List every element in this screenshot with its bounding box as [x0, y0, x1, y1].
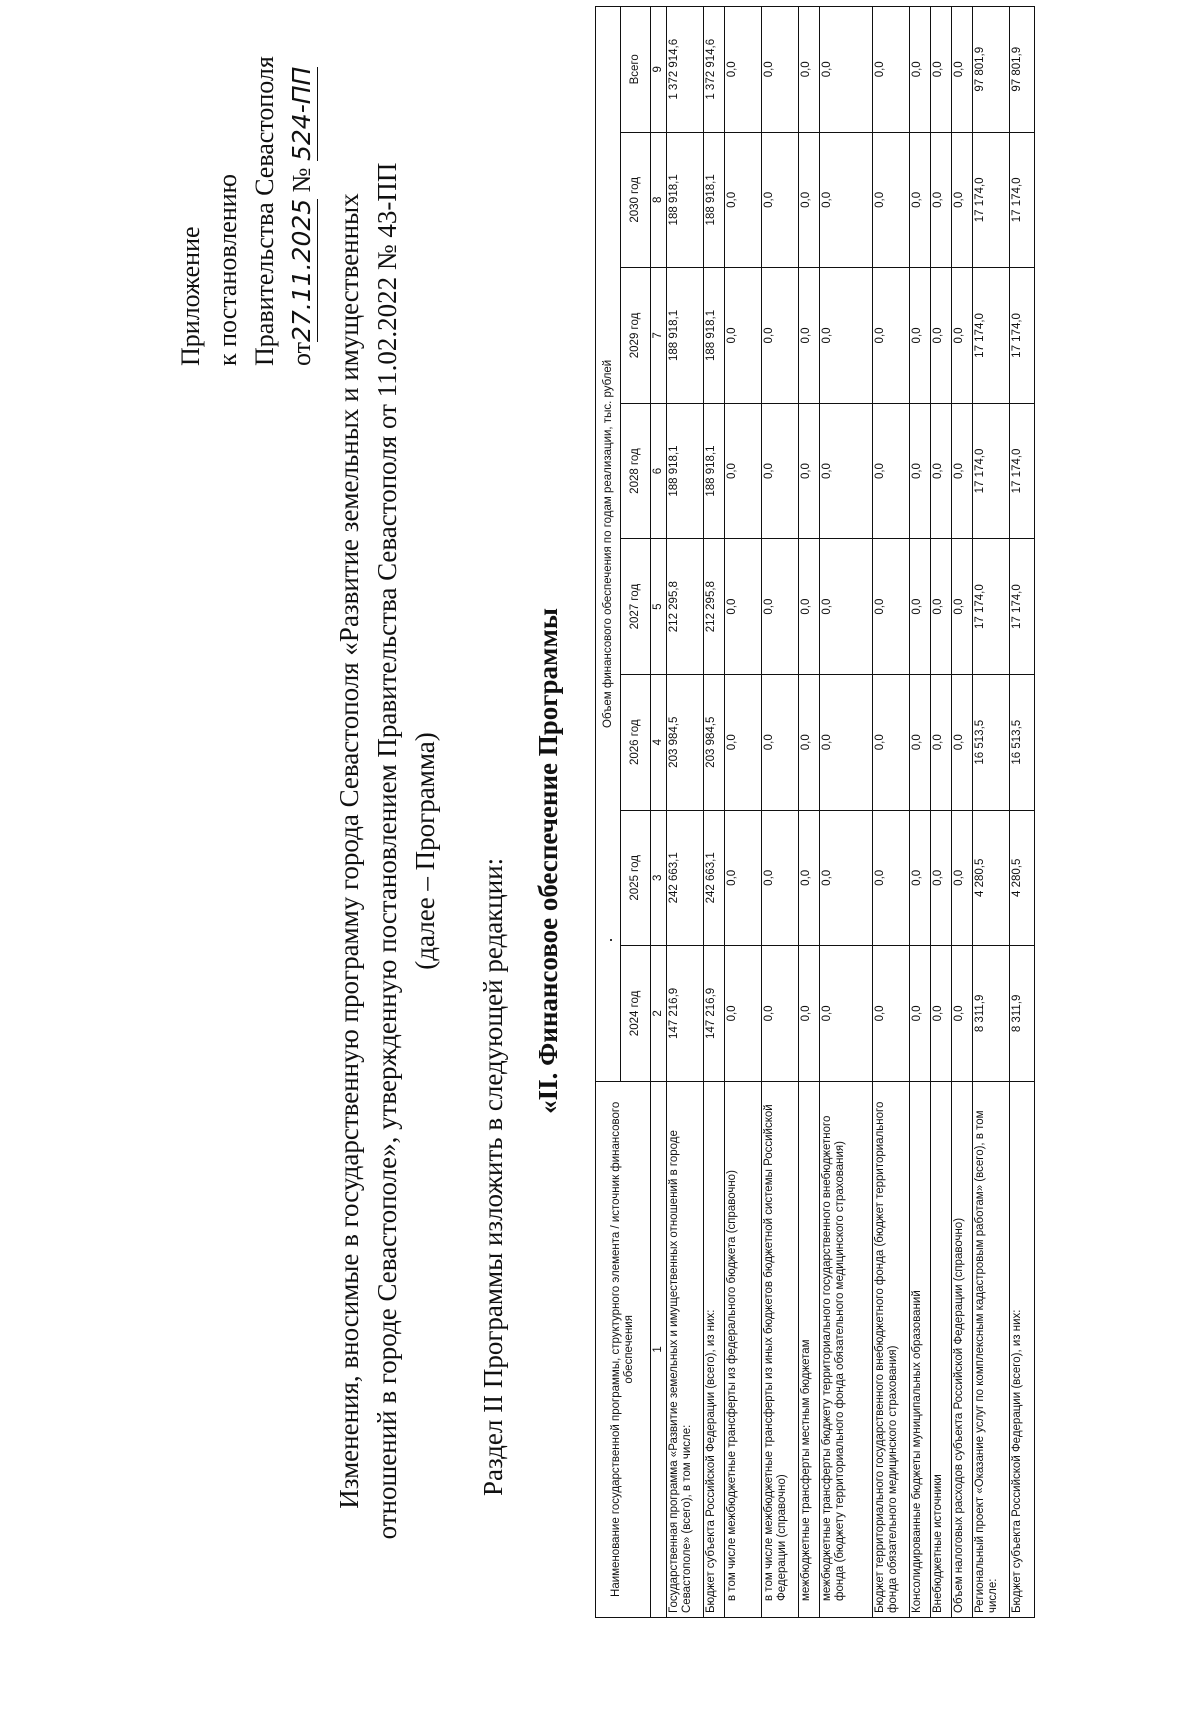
row-value: 0,0: [725, 268, 762, 404]
column-index: 6: [651, 403, 667, 539]
row-value: 242 663,1: [667, 810, 704, 946]
row-value: 0,0: [725, 810, 762, 946]
row-value: 0,0: [820, 268, 873, 404]
row-value: 0,0: [820, 132, 873, 268]
row-value: 1 372 914,6: [704, 7, 725, 133]
row-value: 17 174,0: [1010, 132, 1035, 268]
table-row: [704, 7, 725, 1618]
table-row: [1010, 7, 1035, 1618]
row-value: 0,0: [910, 268, 931, 404]
row-value: 0,0: [931, 132, 952, 268]
column-index: 8: [651, 132, 667, 268]
row-value: 0,0: [910, 674, 931, 810]
row-name: Бюджет субъекта Российской Федерации (всего), из них:: [1010, 1081, 1035, 1617]
row-value: 0,0: [799, 132, 820, 268]
row-value: 16 513,5: [973, 674, 1010, 810]
row-name: Бюджет субъекта Российской Федерации (всего), из них:: [704, 1081, 725, 1617]
appendix-date-line: [283, 26, 320, 366]
row-value: 17 174,0: [1010, 539, 1035, 675]
document-title: [330, 141, 444, 1561]
year-header: 2029 год: [621, 268, 651, 404]
row-value: 0,0: [799, 674, 820, 810]
column-index: 3: [651, 810, 667, 946]
row-value: 0,0: [910, 946, 931, 1082]
row-value: 0,0: [952, 674, 973, 810]
title-line: отношений в городе Севастополе», утвержденную постановлением Правительства Севастополя от 11.02.2022 № 43-ПП: [372, 162, 402, 1540]
row-value: 0,0: [910, 403, 931, 539]
year-header: 2026 год: [621, 674, 651, 810]
table-row: [873, 7, 910, 1618]
table-row: [931, 7, 952, 1618]
row-value: 0,0: [799, 268, 820, 404]
table-row: [725, 7, 762, 1618]
row-value: 0,0: [873, 946, 910, 1082]
row-value: 0,0: [725, 403, 762, 539]
section-heading: «II. Финансовое обеспечение Программы: [533, 608, 563, 1114]
row-value: 0,0: [799, 539, 820, 675]
row-value: 0,0: [762, 810, 799, 946]
row-value: 0,0: [910, 539, 931, 675]
appendix-line: Приложение: [176, 226, 205, 366]
row-value: 8 311,9: [1010, 946, 1035, 1082]
row-value: 212 295,8: [667, 539, 704, 675]
row-value: 188 918,1: [667, 403, 704, 539]
row-value: 97 801,9: [973, 7, 1010, 133]
appendix-line: Правительства Севастополя: [250, 56, 279, 366]
row-value: 0,0: [799, 7, 820, 133]
row-value: 17 174,0: [973, 132, 1010, 268]
row-value: 0,0: [820, 403, 873, 539]
row-value: 0,0: [820, 539, 873, 675]
row-value: 0,0: [873, 403, 910, 539]
table-row: [820, 7, 873, 1618]
lead-text: Раздел II Программы изложить в следующей редакции:: [478, 857, 508, 1496]
row-value: 0,0: [762, 403, 799, 539]
index-row: [651, 7, 667, 1618]
row-value: 203 984,5: [704, 674, 725, 810]
row-value: 0,0: [931, 946, 952, 1082]
appendix-line: к постановлению: [213, 173, 242, 366]
row-name: межбюджетные трансферты бюджету территориального государственного внебюджетного фонда (бюджету территориального фонда обязательного медицинского страхования): [820, 1081, 873, 1617]
row-value: 0,0: [762, 268, 799, 404]
row-value: 147 216,9: [667, 946, 704, 1082]
row-value: 0,0: [931, 268, 952, 404]
row-value: 0,0: [873, 132, 910, 268]
row-value: 17 174,0: [973, 403, 1010, 539]
row-value: 0,0: [910, 810, 931, 946]
row-value: 97 801,9: [1010, 7, 1035, 133]
row-value: 0,0: [725, 7, 762, 133]
column-index: 7: [651, 268, 667, 404]
row-value: 0,0: [799, 946, 820, 1082]
row-value: 188 918,1: [667, 132, 704, 268]
row-value: 0,0: [799, 403, 820, 539]
row-value: 0,0: [820, 7, 873, 133]
table-row: [667, 7, 704, 1618]
row-name: Объем налоговых расходов субъекта Российской Федерации (справочно): [952, 1081, 973, 1617]
row-value: 188 918,1: [704, 403, 725, 539]
appendix-date-prefix: от: [287, 341, 316, 366]
row-value: 8 311,9: [973, 946, 1010, 1082]
row-value: 0,0: [952, 7, 973, 133]
row-value: 188 918,1: [704, 132, 725, 268]
row-value: 0,0: [762, 7, 799, 133]
row-name: Бюджет территориального государственного внебюджетного фонда (бюджет территориального фонда обязательного медицинского страхования): [873, 1081, 910, 1617]
row-name: Государственная программа «Развитие земельных и имущественных отношений в городе Севастополе» (всего), в том числе:: [667, 1081, 704, 1617]
row-value: 0,0: [910, 7, 931, 133]
table-body: [667, 7, 1035, 1618]
table-row: [799, 7, 820, 1618]
row-value: 0,0: [952, 539, 973, 675]
year-header: 2024 год: [621, 946, 651, 1082]
row-value: 0,0: [725, 674, 762, 810]
appendix-number: 524-ПП: [287, 66, 316, 162]
row-value: 16 513,5: [1010, 674, 1035, 810]
row-name: Региональный проект «Оказание услуг по комплексным кадастровым работам» (всего), в том числе:: [973, 1081, 1010, 1617]
row-value: 0,0: [820, 674, 873, 810]
column-index: 5: [651, 539, 667, 675]
header-row-group: [596, 7, 621, 1618]
column-index: 4: [651, 674, 667, 810]
row-name: межбюджетные трансферты местным бюджетам: [799, 1081, 820, 1617]
row-value: 0,0: [931, 674, 952, 810]
group-header: Объем финансового обеспечения по годам реализации, тыс. рублей: [596, 7, 621, 1082]
row-value: 0,0: [873, 268, 910, 404]
row-value: 0,0: [952, 268, 973, 404]
table-row: [973, 7, 1010, 1618]
row-value: 242 663,1: [704, 810, 725, 946]
row-value: 0,0: [725, 132, 762, 268]
row-value: 0,0: [762, 539, 799, 675]
row-value: 4 280,5: [1010, 810, 1035, 946]
scan-speck: [610, 939, 612, 941]
row-value: 0,0: [725, 946, 762, 1082]
row-value: 0,0: [931, 539, 952, 675]
row-value: 17 174,0: [1010, 268, 1035, 404]
row-value: 0,0: [952, 403, 973, 539]
row-value: 0,0: [952, 132, 973, 268]
row-name: в том числе межбюджетные трансферты из иных бюджетов бюджетной системы Российской Федерации (справочно): [762, 1081, 799, 1617]
row-value: 0,0: [725, 539, 762, 675]
financing-table: [595, 6, 1035, 1618]
row-value: 147 216,9: [704, 946, 725, 1082]
row-value: 0,0: [762, 674, 799, 810]
column-index: 2: [651, 946, 667, 1082]
row-value: 0,0: [931, 7, 952, 133]
year-header: 2025 год: [621, 810, 651, 946]
title-line: (далее – Программа): [410, 732, 440, 970]
row-value: 0,0: [952, 810, 973, 946]
year-header: 2030 год: [621, 132, 651, 268]
appendix-date: 27.11.2025: [287, 198, 316, 342]
title-line: Изменения, вносимые в государственную программу города Севастополя «Развитие земельных и имущественных: [334, 193, 364, 1509]
row-value: 0,0: [873, 674, 910, 810]
row-value: 0,0: [873, 810, 910, 946]
row-value: 212 295,8: [704, 539, 725, 675]
row-value: 203 984,5: [667, 674, 704, 810]
row-value: 0,0: [931, 810, 952, 946]
year-header: 2027 год: [621, 539, 651, 675]
row-value: 0,0: [762, 132, 799, 268]
row-value: 0,0: [820, 946, 873, 1082]
table-row: [910, 7, 931, 1618]
row-value: 0,0: [931, 403, 952, 539]
row-value: 0,0: [952, 946, 973, 1082]
appendix-block: [172, 26, 320, 366]
row-value: 17 174,0: [973, 539, 1010, 675]
row-value: 0,0: [910, 132, 931, 268]
column-index: 9: [651, 7, 667, 133]
column-index: 1: [651, 1081, 667, 1617]
row-value: 17 174,0: [1010, 403, 1035, 539]
table-row: [952, 7, 973, 1618]
row-value: 0,0: [873, 7, 910, 133]
appendix-number-sign: №: [287, 167, 316, 193]
row-value: 17 174,0: [973, 268, 1010, 404]
row-value: 0,0: [820, 810, 873, 946]
row-value: 1 372 914,6: [667, 7, 704, 133]
row-name: в том числе межбюджетные трансферты из федерального бюджета (справочно): [725, 1081, 762, 1617]
row-value: 188 918,1: [704, 268, 725, 404]
row-value: 0,0: [762, 946, 799, 1082]
row-value: 188 918,1: [667, 268, 704, 404]
table-row: [762, 7, 799, 1618]
row-name: Консолидированные бюджеты муниципальных образований: [910, 1081, 931, 1617]
row-value: 0,0: [799, 810, 820, 946]
row-value: 4 280,5: [973, 810, 1010, 946]
row-value: 0,0: [873, 539, 910, 675]
col-name-header: Наименование государственной программы, структурного элемента / источник финансового обеспечения: [596, 1081, 651, 1617]
year-header: Всего: [621, 7, 651, 133]
year-header: 2028 год: [621, 403, 651, 539]
row-name: Внебюджетные источники: [931, 1081, 952, 1617]
